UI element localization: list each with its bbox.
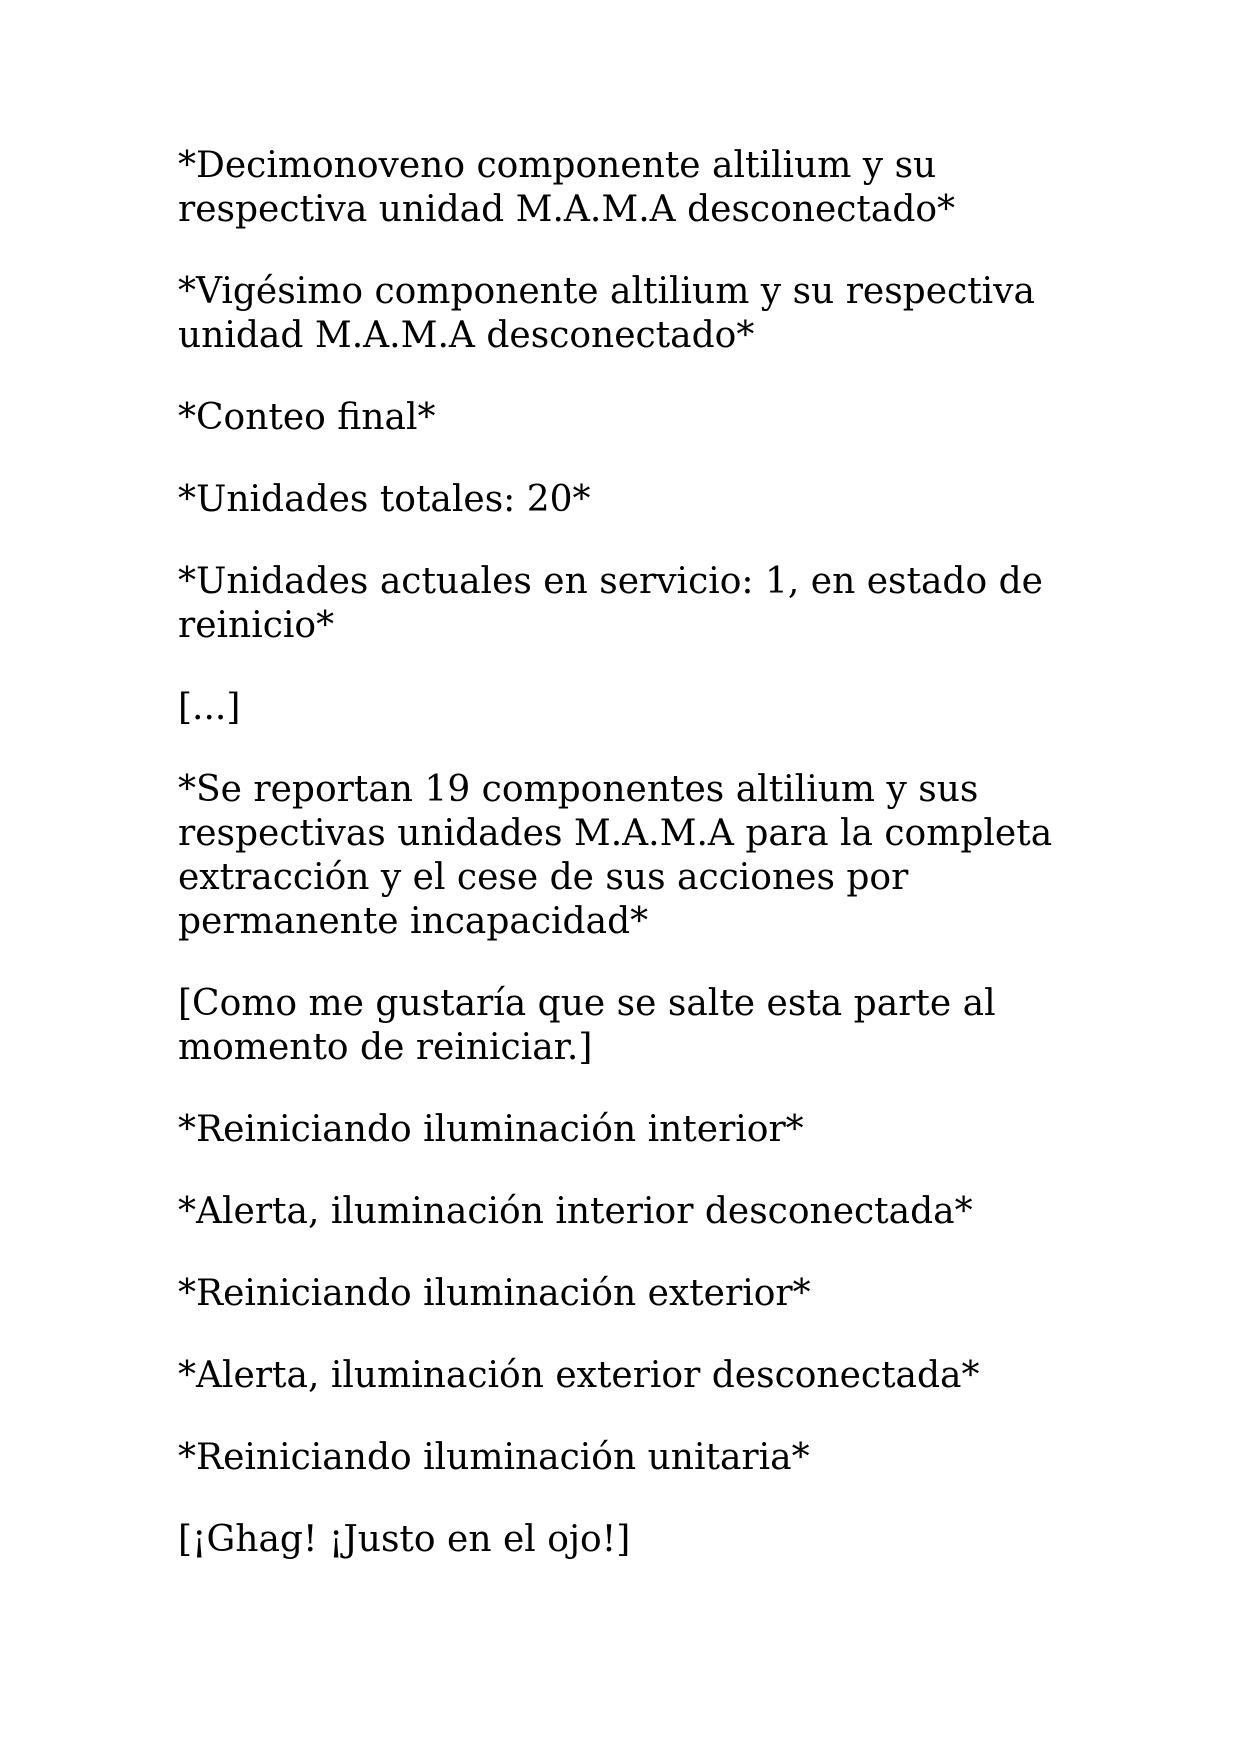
paragraph-ellipsis: [...]: [178, 687, 241, 728]
paragraph-decimonoveno: *Decimonoveno componente altilium y su respectiva unidad M.A.M.A desconectado*: [178, 145, 956, 230]
paragraph-como-me-gustaria: [Como me gustaría que se salte esta parte al momento de reiniciar.]: [178, 983, 996, 1068]
paragraph-reiniciando-interior: *Reiniciando iluminación interior*: [178, 1109, 804, 1150]
paragraph-alerta-exterior: *Alerta, iluminación exterior desconectada*: [178, 1355, 980, 1396]
paragraph-ghag: [¡Ghag! ¡Justo en el ojo!]: [178, 1519, 631, 1560]
paragraph-se-reportan: *Se reportan 19 componentes altilium y sus respectivas unidades M.A.M.A para la completa extracción y el cese de sus acciones por permanente incapacidad*: [178, 769, 1053, 942]
paragraph-reiniciando-exterior: *Reiniciando iluminación exterior*: [178, 1273, 811, 1314]
paragraph-vigesimo: *Vigésimo componente altilium y su respectiva unidad M.A.M.A desconectado*: [178, 271, 1035, 356]
document-body: [178, 144, 1080, 1562]
paragraph-unidades-actuales: *Unidades actuales en servicio: 1, en estado de reinicio*: [178, 561, 1043, 646]
paragraph-conteo-final: *Conteo final*: [178, 397, 436, 438]
paragraph-reiniciando-unitaria: *Reiniciando iluminación unitaria*: [178, 1437, 810, 1478]
paragraph-unidades-totales: *Unidades totales: 20*: [178, 479, 591, 520]
paragraph-alerta-interior: *Alerta, iluminación interior desconectada*: [178, 1191, 973, 1232]
